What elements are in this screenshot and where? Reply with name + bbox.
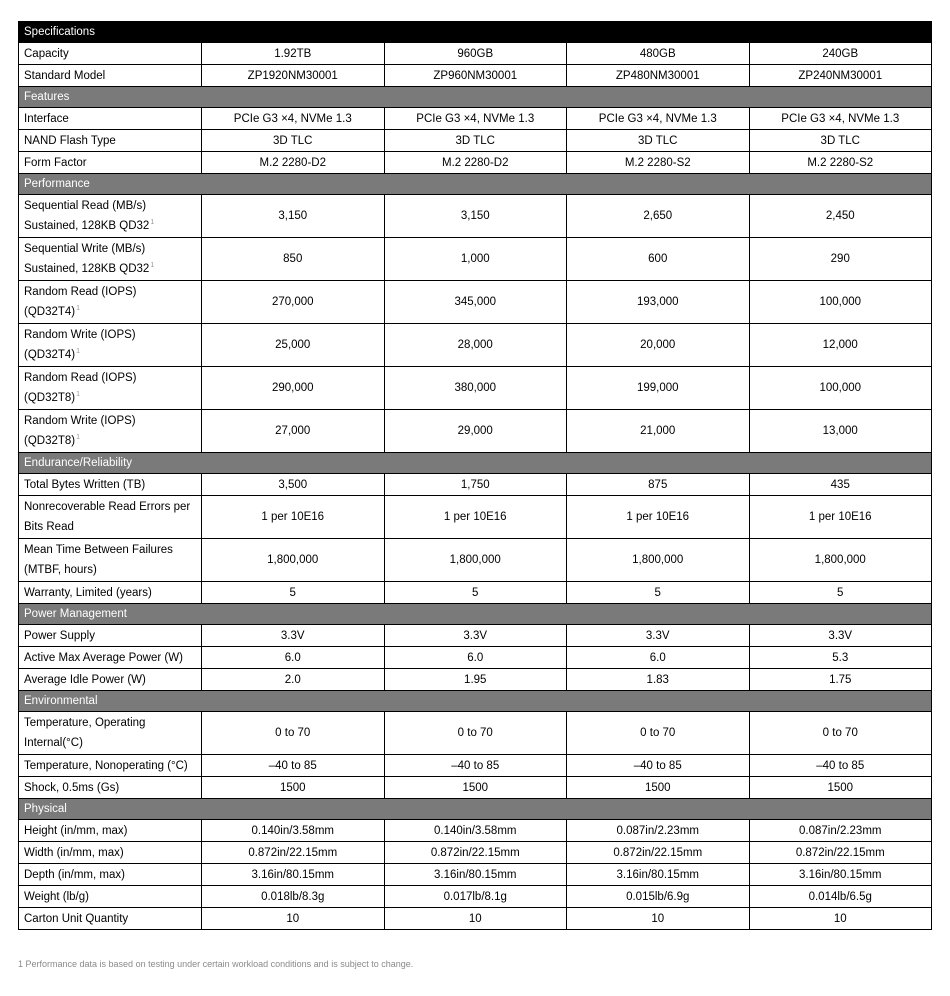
table-row	[19, 281, 932, 324]
cell-value: 5	[749, 582, 932, 604]
cell-value: PCIe G3 ×4, NVMe 1.3	[567, 108, 750, 130]
cell-value: 2,650	[567, 195, 750, 238]
cell-value: ZP960NM30001	[384, 65, 567, 87]
row-label-line2: (QD32T4)$^1$	[24, 305, 81, 318]
cell-value: 1500	[567, 777, 750, 799]
table-row	[19, 755, 932, 777]
cell-value: 0 to 70	[567, 712, 750, 755]
row-label	[19, 238, 202, 281]
cell-value: PCIe G3 ×4, NVMe 1.3	[202, 108, 385, 130]
cell-value: 0.018lb/8.3g	[202, 886, 385, 908]
cell-value: M.2 2280-S2	[567, 152, 750, 174]
row-label-line2: (QD32T4)$^1$	[24, 348, 81, 361]
footnote-marker: 1	[76, 391, 81, 399]
footnote-marker: 1	[76, 434, 81, 442]
section-header: Power Management	[19, 604, 932, 625]
row-label: Carton Unit Quantity	[19, 908, 202, 930]
row-label	[19, 324, 202, 367]
table-row	[19, 410, 932, 453]
table-title: Specifications	[19, 22, 932, 43]
footnote-marker: 1	[150, 262, 155, 270]
row-label: NAND Flash Type	[19, 130, 202, 152]
cell-value: 1 per 10E16	[384, 496, 567, 539]
row-label	[19, 539, 202, 582]
cell-value: 6.0	[202, 647, 385, 669]
cell-value: M.2 2280-D2	[202, 152, 385, 174]
cell-value: 1.75	[749, 669, 932, 691]
row-label: Width (in/mm, max)	[19, 842, 202, 864]
cell-value: 1,800,000	[384, 539, 567, 582]
row-label-line1: Temperature, Operating	[24, 717, 146, 729]
table-row	[19, 108, 932, 130]
cell-value: 345,000	[384, 281, 567, 324]
cell-value: 3.3V	[567, 625, 750, 647]
row-label-line1: Random Read (IOPS)	[24, 372, 137, 384]
section-header: Features	[19, 87, 932, 108]
table-row	[19, 842, 932, 864]
cell-value: 3.3V	[384, 625, 567, 647]
table-row	[19, 539, 932, 582]
row-label: Average Idle Power (W)	[19, 669, 202, 691]
table-row	[19, 152, 932, 174]
row-label: Height (in/mm, max)	[19, 820, 202, 842]
cell-value: 100,000	[749, 367, 932, 410]
cell-value: 3,150	[384, 195, 567, 238]
cell-value: 0.015lb/6.9g	[567, 886, 750, 908]
title-row	[19, 22, 932, 43]
cell-value: 199,000	[567, 367, 750, 410]
cell-value: 600	[567, 238, 750, 281]
row-label	[19, 410, 202, 453]
cell-value: 5	[567, 582, 750, 604]
table-row	[19, 496, 932, 539]
cell-value: 3.16in/80.15mm	[384, 864, 567, 886]
footnote-marker: 1	[76, 305, 81, 313]
cell-value: 270,000	[202, 281, 385, 324]
table-row	[19, 195, 932, 238]
table-row	[19, 130, 932, 152]
cell-value: 3.3V	[202, 625, 385, 647]
row-label: Power Supply	[19, 625, 202, 647]
section-header-row	[19, 453, 932, 474]
row-label: Depth (in/mm, max)	[19, 864, 202, 886]
row-label	[19, 712, 202, 755]
row-label-line2: (QD32T8)$^1$	[24, 391, 81, 404]
cell-value: 0.872in/22.15mm	[384, 842, 567, 864]
table-row	[19, 65, 932, 87]
cell-value: 5	[384, 582, 567, 604]
row-label-line1: Sequential Read (MB/s)	[24, 200, 147, 212]
row-label-line2: Bits Read	[24, 521, 74, 533]
cell-value: 240GB	[749, 43, 932, 65]
cell-value: 20,000	[567, 324, 750, 367]
cell-value: ZP1920NM30001	[202, 65, 385, 87]
cell-value: 10	[567, 908, 750, 930]
section-header: Environmental	[19, 691, 932, 712]
cell-value: 21,000	[567, 410, 750, 453]
row-label-line2: (MTBF, hours)	[24, 564, 97, 576]
footnote-marker: 1	[76, 348, 81, 356]
cell-value: 1500	[749, 777, 932, 799]
cell-value: 1 per 10E16	[202, 496, 385, 539]
table-row	[19, 43, 932, 65]
cell-value: 0.014lb/6.5g	[749, 886, 932, 908]
table-row	[19, 669, 932, 691]
table-row	[19, 777, 932, 799]
cell-value: 1,800,000	[567, 539, 750, 582]
cell-value: 5	[202, 582, 385, 604]
table-row	[19, 712, 932, 755]
cell-value: 1 per 10E16	[749, 496, 932, 539]
cell-value: 3.16in/80.15mm	[202, 864, 385, 886]
cell-value: 3,150	[202, 195, 385, 238]
row-label: Warranty, Limited (years)	[19, 582, 202, 604]
cell-value: 1,000	[384, 238, 567, 281]
row-label-line1: Random Read (IOPS)	[24, 286, 137, 298]
table-row	[19, 864, 932, 886]
section-header-row	[19, 691, 932, 712]
cell-value: 0.087in/2.23mm	[749, 820, 932, 842]
cell-value: 875	[567, 474, 750, 496]
footnote-marker: 1	[150, 219, 155, 227]
cell-value: 480GB	[567, 43, 750, 65]
table-row	[19, 625, 932, 647]
cell-value: 435	[749, 474, 932, 496]
cell-value: 1,800,000	[202, 539, 385, 582]
cell-value: 100,000	[749, 281, 932, 324]
row-label: Capacity	[19, 43, 202, 65]
row-label: Interface	[19, 108, 202, 130]
cell-value: 6.0	[384, 647, 567, 669]
table-row	[19, 908, 932, 930]
row-label: Weight (lb/g)	[19, 886, 202, 908]
cell-value: 1 per 10E16	[567, 496, 750, 539]
cell-value: 3.16in/80.15mm	[567, 864, 750, 886]
row-label-line1: Mean Time Between Failures	[24, 544, 173, 556]
table-row	[19, 647, 932, 669]
row-label-line1: Nonrecoverable Read Errors per	[24, 501, 191, 513]
cell-value: 0.140in/3.58mm	[202, 820, 385, 842]
section-header-row	[19, 87, 932, 108]
cell-value: 2.0	[202, 669, 385, 691]
cell-value: 3.16in/80.15mm	[749, 864, 932, 886]
cell-value: –40 to 85	[202, 755, 385, 777]
specifications-table-body	[19, 22, 932, 930]
cell-value: M.2 2280-D2	[384, 152, 567, 174]
cell-value: 3D TLC	[384, 130, 567, 152]
row-label: Form Factor	[19, 152, 202, 174]
cell-value: 1,750	[384, 474, 567, 496]
table-row	[19, 820, 932, 842]
row-label	[19, 281, 202, 324]
cell-value: 12,000	[749, 324, 932, 367]
row-label-line1: Sequential Write (MB/s)	[24, 243, 146, 255]
cell-value: 0.087in/2.23mm	[567, 820, 750, 842]
section-header-row	[19, 799, 932, 820]
cell-value: –40 to 85	[749, 755, 932, 777]
row-label-line1: Random Write (IOPS)	[24, 329, 136, 341]
cell-value: 25,000	[202, 324, 385, 367]
cell-value: 3.3V	[749, 625, 932, 647]
cell-value: 0.872in/22.15mm	[202, 842, 385, 864]
cell-value: 13,000	[749, 410, 932, 453]
cell-value: 0 to 70	[749, 712, 932, 755]
row-label: Standard Model	[19, 65, 202, 87]
cell-value: 28,000	[384, 324, 567, 367]
section-header: Performance	[19, 174, 932, 195]
cell-value: 1500	[202, 777, 385, 799]
row-label: Total Bytes Written (TB)	[19, 474, 202, 496]
cell-value: 0.872in/22.15mm	[749, 842, 932, 864]
cell-value: 290,000	[202, 367, 385, 410]
cell-value: 5.3	[749, 647, 932, 669]
cell-value: 193,000	[567, 281, 750, 324]
cell-value: 6.0	[567, 647, 750, 669]
section-header-row	[19, 604, 932, 625]
cell-value: 960GB	[384, 43, 567, 65]
table-row	[19, 886, 932, 908]
row-label	[19, 367, 202, 410]
cell-value: 850	[202, 238, 385, 281]
cell-value: 0.017lb/8.1g	[384, 886, 567, 908]
table-row	[19, 582, 932, 604]
row-label: Active Max Average Power (W)	[19, 647, 202, 669]
cell-value: 380,000	[384, 367, 567, 410]
specifications-table	[18, 21, 932, 930]
cell-value: 29,000	[384, 410, 567, 453]
table-row	[19, 238, 932, 281]
cell-value: ZP480NM30001	[567, 65, 750, 87]
cell-value: 0.140in/3.58mm	[384, 820, 567, 842]
cell-value: –40 to 85	[567, 755, 750, 777]
row-label	[19, 496, 202, 539]
cell-value: ZP240NM30001	[749, 65, 932, 87]
cell-value: 3D TLC	[202, 130, 385, 152]
section-header-row	[19, 174, 932, 195]
section-header: Physical	[19, 799, 932, 820]
footnote: 1 Performance data is based on testing under certain workload conditions and is subject to change.	[18, 959, 414, 969]
cell-value: 0.872in/22.15mm	[567, 842, 750, 864]
cell-value: 0 to 70	[202, 712, 385, 755]
table-row	[19, 367, 932, 410]
row-label-line2: Internal(°C)	[24, 737, 83, 749]
cell-value: 3,500	[202, 474, 385, 496]
cell-value: M.2 2280-S2	[749, 152, 932, 174]
cell-value: PCIe G3 ×4, NVMe 1.3	[384, 108, 567, 130]
cell-value: 1.92TB	[202, 43, 385, 65]
cell-value: PCIe G3 ×4, NVMe 1.3	[749, 108, 932, 130]
cell-value: 10	[384, 908, 567, 930]
cell-value: 10	[202, 908, 385, 930]
section-header: Endurance/Reliability	[19, 453, 932, 474]
cell-value: 290	[749, 238, 932, 281]
row-label-line2: Sustained, 128KB QD32$^1$	[24, 219, 155, 232]
table-row	[19, 324, 932, 367]
row-label	[19, 195, 202, 238]
cell-value: 0 to 70	[384, 712, 567, 755]
cell-value: 1500	[384, 777, 567, 799]
row-label-line2: (QD32T8)$^1$	[24, 434, 81, 447]
row-label-line1: Random Write (IOPS)	[24, 415, 136, 427]
cell-value: 3D TLC	[749, 130, 932, 152]
cell-value: 1.95	[384, 669, 567, 691]
row-label: Shock, 0.5ms (Gs)	[19, 777, 202, 799]
cell-value: –40 to 85	[384, 755, 567, 777]
cell-value: 3D TLC	[567, 130, 750, 152]
row-label: Temperature, Nonoperating (°C)	[19, 755, 202, 777]
row-label-line2: Sustained, 128KB QD32$^1$	[24, 262, 155, 275]
cell-value: 10	[749, 908, 932, 930]
cell-value: 1,800,000	[749, 539, 932, 582]
cell-value: 27,000	[202, 410, 385, 453]
table-row	[19, 474, 932, 496]
cell-value: 2,450	[749, 195, 932, 238]
cell-value: 1.83	[567, 669, 750, 691]
